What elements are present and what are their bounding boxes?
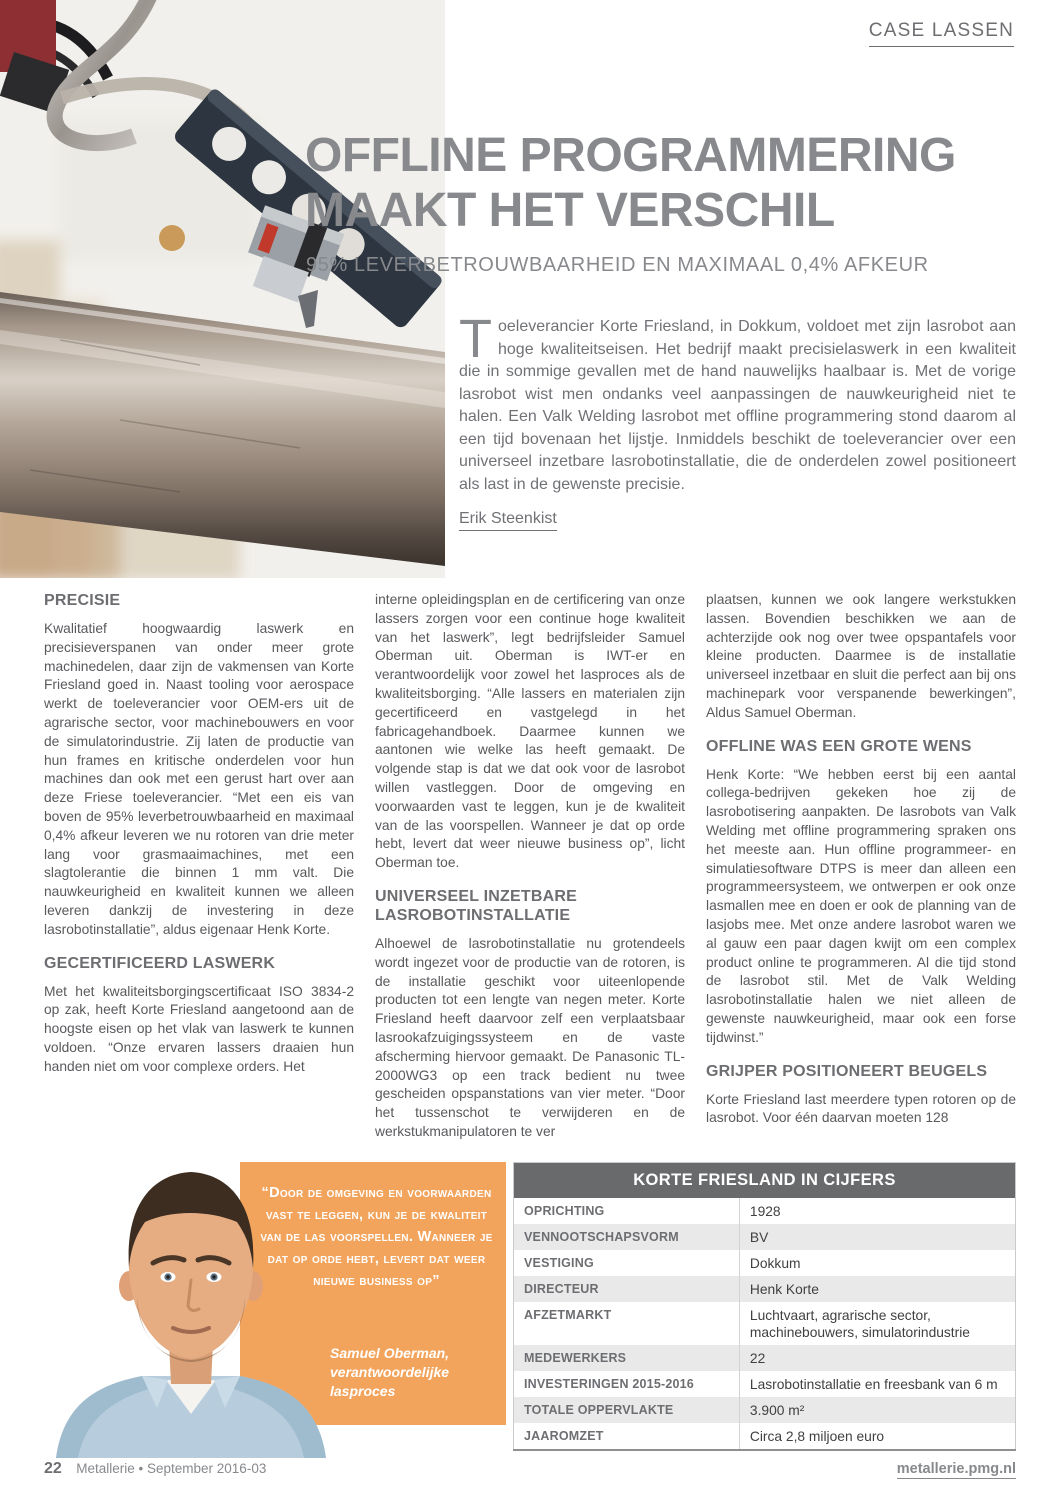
row-value: Circa 2,8 miljoen euro — [749, 1429, 885, 1444]
intro-text: oeleverancier Korte Friesland, in Dokkum, voldoet met zijn lasrobot aan hoge kwaliteitseisen. Het bedrijf maakt precisielaswerk in een kwaliteit die in sommige gevallen met de hand nauwelijks haalbaar is. Met de vorige lasrobot wist men ondanks veel aanpassingen de nauwkeurigheid niet te halen. Een Valk Welding lasrobot met offline programmering stond daarom al een tijd bovenaan het lijstje. Inmiddels beschikt de toeleverancier over een universeel inzetbare lasrobotinstallatie, die de onderdelen zowel positioneert als last in de gewenste precisie. — [459, 318, 1016, 493]
footer-left — [44, 1460, 266, 1478]
infobox-title: KORTE FRIESLAND IN CIJFERS — [514, 1163, 1016, 1199]
kicker-case-lassen: CASE LASSEN — [869, 20, 1014, 47]
hero-photo-welding-robot — [0, 0, 445, 578]
row-label: DIRECTEUR — [514, 1276, 740, 1302]
paragraph: plaatsen, kunnen we ook langere werkstukken lassen. Bovendien beschikken we aan de achterzijde ook nog over twee opspantafels voor kleine producten. Daarmee is de installatie universeel inzetbaar en sluit die perfect aan bij ons machinepark voor verspanende bewerkingen”, Aldus Samuel Oberman. — [706, 592, 1016, 720]
row-label: TOTALE OPPERVLAKTE — [514, 1397, 740, 1423]
row-value: 3.900 m² — [749, 1403, 805, 1418]
section-heading-offline-grote-wens: OFFLINE WAS EEN GROTE WENS — [706, 737, 972, 755]
column-3 — [706, 591, 1016, 1155]
column-1 — [44, 591, 354, 1155]
paragraph: Korte Friesland last meerdere typen rotoren op de lasrobot. Voor één daarvan moeten 128 — [706, 1091, 1016, 1126]
table-row — [514, 1250, 1016, 1276]
page-footer — [44, 1460, 1016, 1479]
paragraph: Kwalitatief hoogwaardig laswerk en precisieverspanen van onder meer grote machinedelen, daar zijn de vakmensen van Korte Friesland goed in. Naast tooling voor aerospace werkt de toeleverancier voor OEM-ers uit de agrarische sector, voor machinebouwers en voor de simulatorindustrie. Zij laten de productie van hun frames en kritische onderdelen voor hun machines dan ook met een gerust hart over aan deze Friese toeleverancier. “Met een eis van boven de 95% leverbetrouwbaarheid en maximaal 0,4% afkeur leveren we nu rotoren van drie meter lang voor grasmaaimachines, met een slagtolerantie die binnen 1 mm valt. Die nauwkeurigheid en kwaliteit kunnen we alleen leveren dankzij de investering in deze lasrobotinstallatie”, aldus eigenaar Henk Korte. — [44, 621, 354, 937]
intro-block — [459, 309, 1016, 531]
row-label: INVESTERINGEN 2015-2016 — [514, 1371, 740, 1397]
section-heading-precisie: PRECISIE — [44, 592, 121, 609]
paragraph: Henk Korte: “We hebben eerst bij een aantal collega-bedrijven gekeken hoe zij de lasrobotisering aanpakten. De lasrobots van Valk Welding met offline programmering spraken ons het meeste aan. Hun offline programmeer- en simulatiesoftware DTPS is meer dan alleen een programmeersysteem, we ontwerpen er ook onze lasmallen mee en doen er ook de planning van de lasjobs mee. Met onze andere lasrobot waren we al gauw een paar dagen kwijt om een complex product online te programmeren. Al die tijd stond de lasrobot stil. Met de Valk Welding lasrobotinstallatie halen we niet alleen de gewenste nauwkeurigheid, maar ook een forse tijdwinst.” — [706, 766, 1016, 1045]
paragraph: Met het kwaliteitsborgingscertificaat ISO 3834-2 op zak, heeft Korte Friesland aangetoond aan de hoogste eisen op het vlak van laswerk te kunnen voldoen. “Onze ervaren lassers draaien hun handen niet om voor complexe orders. Het — [44, 983, 354, 1074]
table-row — [514, 1198, 1016, 1224]
table-row — [514, 1397, 1016, 1423]
page-number: 22 — [44, 1460, 62, 1477]
row-label: VENNOOTSCHAPSVORM — [514, 1224, 740, 1250]
article-subtitle: 95% LEVERBETROUWBAARHEID EN MAXIMAAL 0,4% AFKEUR — [306, 254, 929, 276]
drop-cap: T — [459, 309, 492, 369]
row-value: 1928 — [749, 1204, 781, 1219]
author-byline: Erik Steenkist — [459, 510, 557, 531]
row-label: JAAROMZET — [514, 1423, 740, 1450]
table-row — [514, 1345, 1016, 1371]
row-value: Luchtvaart, agrarische sector, machinebouwers, simulatorindustrie — [749, 1308, 970, 1340]
attribution-name: Samuel Oberman, — [330, 1345, 450, 1361]
infobox-korte-friesland — [513, 1162, 1016, 1451]
magazine-issue: Metallerie • September 2016-03 — [76, 1461, 267, 1476]
row-value: Henk Korte — [749, 1282, 819, 1297]
row-value: 22 — [749, 1351, 766, 1366]
pull-quote-text: “Door de omgeving en voorwaarden vast te leggen, kun je de kwaliteit van de las voorspellen. Wanneer je dat op orde hebt, levert dat weer nieuwe business op” — [260, 1185, 493, 1289]
row-value: Lasrobotinstallatie en freesbank van 6 m — [749, 1377, 998, 1392]
article-body — [44, 591, 1016, 1155]
section-heading-universeel-inzetbare: UNIVERSEEL INZETBARE LASROBOTINSTALLATIE — [375, 887, 577, 924]
table-row — [514, 1371, 1016, 1397]
table-row — [514, 1423, 1016, 1450]
paragraph: interne opleidingsplan en de certificering van onze lassers zorgen voor een continue hoge kwaliteit van het laswerk”, legt bedrijfsleider Samuel Oberman uit. Oberman is IWT-er en verantwoordelijk voor zowel het lasproces als de kwaliteitsborging. “Alle lassers en materialen zijn gecertificeerd en vastgelegd in het fabricagehandboek. Daarmee kunnen we aantonen wie welke las heeft gemaakt. De volgende stap is dat we dat ook voor de lasrobot willen vastleggen. Door de omgeving en voorwaarden vast te leggen, kun je de kwaliteit van de las voorspellen. Wanneer je dat op orde hebt, levert dat weer nieuwe business op”, licht Oberman toe. — [375, 592, 685, 871]
attribution-role: verantwoordelijke lasproces — [330, 1364, 450, 1399]
row-label: VESTIGING — [514, 1250, 740, 1276]
intro-paragraph — [459, 309, 1016, 496]
column-2 — [375, 591, 685, 1155]
table-row — [514, 1224, 1016, 1250]
article-title — [305, 128, 1025, 238]
article-title-line1: OFFLINE PROGRAMMERING — [305, 129, 956, 182]
row-value: BV — [749, 1230, 769, 1245]
article-title-line2: MAAKT HET VERSCHIL — [305, 184, 835, 237]
row-label: AFZETMARKT — [514, 1302, 740, 1345]
table-row — [514, 1302, 1016, 1345]
pull-quote-attribution — [330, 1344, 506, 1401]
paragraph: Alhoewel de lasrobotinstallatie nu grotendeels wordt ingezet voor de productie van de rotoren, is de installatie geschikt voor uiteenlopende producten tot een lengte van negen meter. Korte Friesland heeft daarvoor zelf een verplaatsbaar lasrookafzuigingssysteem en de vaste afscherming hiervoor gemaakt. De Panasonic TL-2000WG3 op een track bedient nu twee gescheiden opspanstations van vier meter. “Door het tussenschot te verwijderen en de werkstukmanipulatoren te ver — [375, 935, 685, 1139]
section-heading-grijper-positioneert: GRIJPER POSITIONEERT BEUGELS — [706, 1062, 988, 1080]
row-label: OPRICHTING — [514, 1198, 740, 1224]
section-heading-gecertificeerd-laswerk: GECERTIFICEERD LASWERK — [44, 954, 276, 972]
row-label: MEDEWERKERS — [514, 1345, 740, 1371]
table-row — [514, 1276, 1016, 1302]
infobox-table — [513, 1162, 1016, 1451]
row-value: Dokkum — [749, 1256, 801, 1271]
website-link[interactable]: metallerie.pmg.nl — [896, 1461, 1016, 1477]
portrait-photo-samuel-oberman — [40, 1146, 342, 1458]
